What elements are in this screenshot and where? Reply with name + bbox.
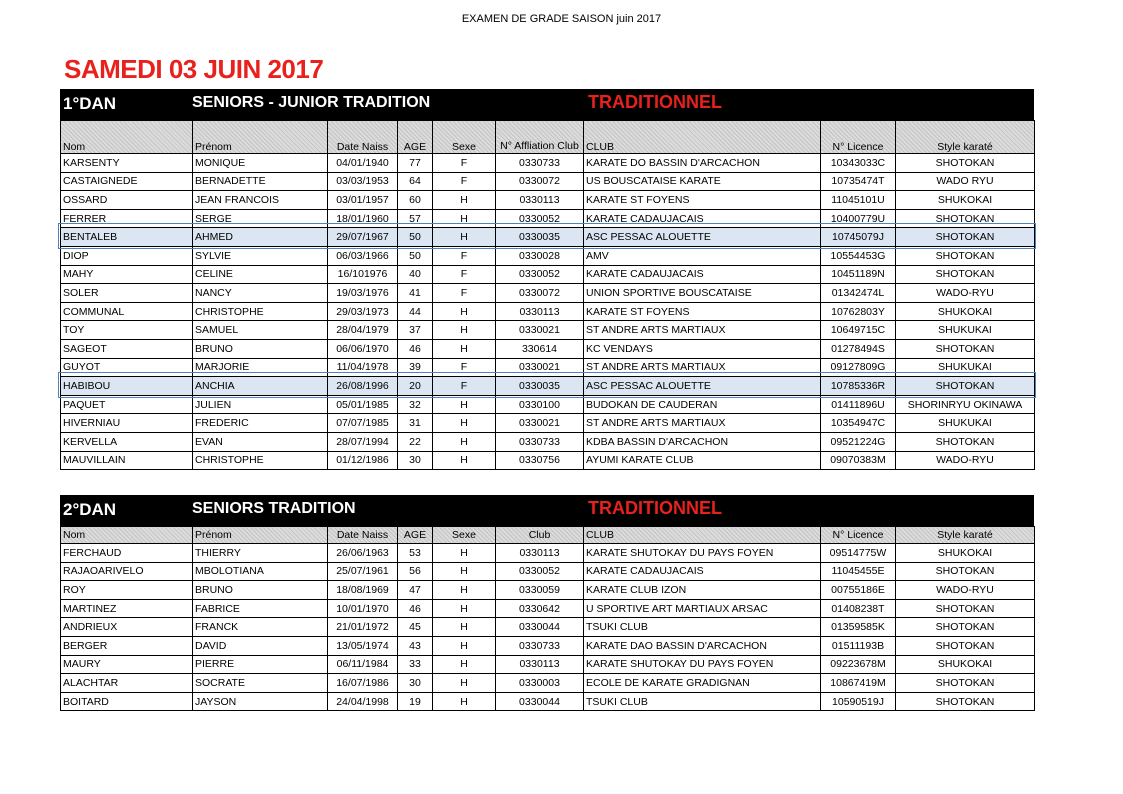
cell-age: 56 (398, 562, 433, 581)
cell-club: AYUMI KARATE CLUB (584, 451, 821, 470)
cell-age: 22 (398, 432, 433, 451)
cell-club: ST ANDRE ARTS MARTIAUX (584, 414, 821, 433)
cell-prenom: BRUNO (193, 339, 328, 358)
cell-sexe: H (433, 414, 496, 433)
cell-club: KARATE DAO BASSIN D'ARCACHON (584, 636, 821, 655)
cell-prenom: MONIQUE (193, 154, 328, 173)
cell-style: SHUKOKAI (896, 544, 1035, 563)
cell-style: SHUKOKAI (896, 655, 1035, 674)
cell-nom: BOITARD (61, 692, 193, 711)
table-row (61, 339, 1035, 358)
cell-nom: MAUVILLAIN (61, 451, 193, 470)
cell-club: ECOLE DE KARATE GRADIGNAN (584, 674, 821, 693)
cell-club: KARATE SHUTOKAY DU PAYS FOYEN (584, 655, 821, 674)
cell-club-code: 0330059 (496, 581, 584, 600)
cell-club-code: 0330044 (496, 618, 584, 637)
cell-date-naiss: 28/07/1994 (328, 432, 398, 451)
cell-sexe: H (433, 618, 496, 637)
cell-sexe: F (433, 265, 496, 284)
cell-date-naiss: 26/06/1963 (328, 544, 398, 563)
cell-age: 53 (398, 544, 433, 563)
cell-club-code: 0330035 (496, 228, 584, 247)
cell-age: 57 (398, 209, 433, 228)
cell-club: US BOUSCATAISE KARATE (584, 172, 821, 191)
cell-date-naiss: 03/01/1957 (328, 191, 398, 210)
cell-sexe: F (433, 154, 496, 173)
cell-nom: FERRER (61, 209, 193, 228)
cell-licence: 10762803Y (821, 302, 896, 321)
cell-licence: 00755186E (821, 581, 896, 600)
table-row (61, 636, 1035, 655)
grade-label: 2°DAN (63, 500, 117, 519)
cell-club: KARATE DO BASSIN D'ARCACHON (584, 154, 821, 173)
cell-club: ASC PESSAC ALOUETTE (584, 228, 821, 247)
cell-nom: MARTINEZ (61, 599, 193, 618)
header-style: Style karaté (896, 527, 1035, 544)
cell-club: ASC PESSAC ALOUETTE (584, 377, 821, 396)
cell-style: SHUKUKAI (896, 321, 1035, 340)
cell-club-code: 0330021 (496, 321, 584, 340)
cell-prenom: MBOLOTIANA (193, 562, 328, 581)
cell-sexe: H (433, 544, 496, 563)
table-row (61, 228, 1035, 247)
cell-club-code: 0330021 (496, 358, 584, 377)
section-1-dan (60, 89, 1034, 470)
section-header (60, 89, 1034, 120)
cell-date-naiss: 06/03/1966 (328, 246, 398, 265)
cell-sexe: H (433, 692, 496, 711)
cell-style: SHOTOKAN (896, 246, 1035, 265)
cell-club-code: 0330113 (496, 544, 584, 563)
cell-age: 39 (398, 358, 433, 377)
cell-age: 64 (398, 172, 433, 191)
cell-prenom: CHRISTOPHE (193, 451, 328, 470)
cell-sexe: F (433, 172, 496, 191)
cell-club: KARATE SHUTOKAY DU PAYS FOYEN (584, 544, 821, 563)
document-title: EXAMEN DE GRADE SAISON juin 2017 (461, 13, 662, 25)
cell-club: KARATE ST FOYENS (584, 191, 821, 210)
cell-licence: 11045455E (821, 562, 896, 581)
type-label: TRADITIONNEL (588, 92, 722, 112)
table-row (61, 172, 1035, 191)
type-label: TRADITIONNEL (588, 498, 722, 518)
cell-prenom: JEAN FRANCOIS (193, 191, 328, 210)
cell-age: 30 (398, 674, 433, 693)
cell-licence: 10343033C (821, 154, 896, 173)
header-club-code: Club (496, 527, 584, 544)
cell-prenom: THIERRY (193, 544, 328, 563)
table-row (61, 674, 1035, 693)
cell-sexe: H (433, 339, 496, 358)
table-row (61, 191, 1035, 210)
cell-licence: 01408238T (821, 599, 896, 618)
table-row (61, 154, 1035, 173)
cell-club-code: 0330100 (496, 395, 584, 414)
header-club: CLUB (584, 527, 821, 544)
header-sexe: Sexe (433, 121, 496, 154)
cell-prenom: NANCY (193, 284, 328, 303)
cell-club: KARATE CLUB IZON (584, 581, 821, 600)
table-row (61, 414, 1035, 433)
cell-prenom: AHMED (193, 228, 328, 247)
cell-date-naiss: 04/01/1940 (328, 154, 398, 173)
cell-prenom: EVAN (193, 432, 328, 451)
cell-club-code: 0330113 (496, 655, 584, 674)
cell-club-code: 0330733 (496, 432, 584, 451)
cell-sexe: F (433, 284, 496, 303)
cell-nom: ALACHTAR (61, 674, 193, 693)
cell-nom: RAJAOARIVELO (61, 562, 193, 581)
cell-nom: DIOP (61, 246, 193, 265)
cell-licence: 10785336R (821, 377, 896, 396)
cell-date-naiss: 06/11/1984 (328, 655, 398, 674)
table-row (61, 358, 1035, 377)
cell-sexe: H (433, 599, 496, 618)
cell-style: SHUKOKAI (896, 191, 1035, 210)
cell-licence: 01511193B (821, 636, 896, 655)
cell-style: SHUKUKAI (896, 358, 1035, 377)
candidates-table (60, 526, 1035, 711)
header-age: AGE (398, 527, 433, 544)
cell-date-naiss: 01/12/1986 (328, 451, 398, 470)
cell-date-naiss: 10/01/1970 (328, 599, 398, 618)
table-row (61, 432, 1035, 451)
cell-sexe: F (433, 377, 496, 396)
header-date-naiss: Date Naiss (328, 527, 398, 544)
cell-nom: ANDRIEUX (61, 618, 193, 637)
cell-licence: 10590519J (821, 692, 896, 711)
table-row (61, 562, 1035, 581)
cell-sexe: F (433, 246, 496, 265)
cell-club-code: 0330052 (496, 562, 584, 581)
table-row (61, 209, 1035, 228)
cell-club: KDBA BASSIN D'ARCACHON (584, 432, 821, 451)
cell-age: 45 (398, 618, 433, 637)
cell-date-naiss: 25/07/1961 (328, 562, 398, 581)
cell-date-naiss: 26/08/1996 (328, 377, 398, 396)
cell-prenom: DAVID (193, 636, 328, 655)
cell-prenom: JULIEN (193, 395, 328, 414)
table-body (61, 544, 1035, 711)
header-style: Style karaté (896, 121, 1035, 154)
cell-nom: SOLER (61, 284, 193, 303)
cell-club: UNION SPORTIVE BOUSCATAISE (584, 284, 821, 303)
header-licence: N° Licence (821, 121, 896, 154)
cell-prenom: BRUNO (193, 581, 328, 600)
category-label: SENIORS TRADITION (192, 500, 356, 517)
cell-age: 40 (398, 265, 433, 284)
cell-licence: 11045101U (821, 191, 896, 210)
cell-licence: 10400779U (821, 209, 896, 228)
cell-prenom: CHRISTOPHE (193, 302, 328, 321)
cell-sexe: H (433, 321, 496, 340)
cell-age: 60 (398, 191, 433, 210)
table-row (61, 544, 1035, 563)
cell-club-code: 0330756 (496, 451, 584, 470)
cell-style: WADO-RYU (896, 451, 1035, 470)
cell-club-code: 0330733 (496, 154, 584, 173)
cell-club-code: 0330113 (496, 302, 584, 321)
exam-date-heading: SAMEDI 03 JUIN 2017 (64, 54, 324, 84)
header-prenom: Prénom (193, 527, 328, 544)
header-date-naiss: Date Naiss (328, 121, 398, 154)
cell-nom: KARSENTY (61, 154, 193, 173)
cell-style: WADO RYU (896, 172, 1035, 191)
table-row (61, 655, 1035, 674)
cell-licence: 01278494S (821, 339, 896, 358)
cell-club: KARATE CADAUJACAIS (584, 265, 821, 284)
cell-club-code: 0330021 (496, 414, 584, 433)
cell-club-code: 0330052 (496, 209, 584, 228)
cell-date-naiss: 29/03/1973 (328, 302, 398, 321)
table-header-row (61, 527, 1035, 544)
cell-club: KC VENDAYS (584, 339, 821, 358)
cell-style: WADO-RYU (896, 284, 1035, 303)
cell-nom: PAQUET (61, 395, 193, 414)
cell-nom: BERGER (61, 636, 193, 655)
cell-age: 50 (398, 228, 433, 247)
candidates-table (60, 120, 1035, 470)
cell-style: SHOTOKAN (896, 265, 1035, 284)
cell-date-naiss: 28/04/1979 (328, 321, 398, 340)
cell-age: 44 (398, 302, 433, 321)
cell-style: SHUKUKAI (896, 414, 1035, 433)
table-row (61, 395, 1035, 414)
header-club: CLUB (584, 121, 821, 154)
cell-prenom: FRANCK (193, 618, 328, 637)
cell-sexe: H (433, 581, 496, 600)
header-club-code: N° Affliation Club (496, 121, 584, 154)
cell-date-naiss: 16/101976 (328, 265, 398, 284)
cell-sexe: H (433, 191, 496, 210)
cell-club: ST ANDRE ARTS MARTIAUX (584, 358, 821, 377)
cell-prenom: SOCRATE (193, 674, 328, 693)
cell-club-code: 0330035 (496, 377, 584, 396)
cell-licence: 09070383M (821, 451, 896, 470)
header-prenom: Prénom (193, 121, 328, 154)
cell-style: SHOTOKAN (896, 692, 1035, 711)
grade-label: 1°DAN (63, 94, 117, 113)
cell-style: SHOTOKAN (896, 599, 1035, 618)
header-nom: Nom (61, 121, 193, 154)
table-row (61, 599, 1035, 618)
cell-date-naiss: 24/04/1998 (328, 692, 398, 711)
cell-licence: 10867419M (821, 674, 896, 693)
cell-sexe: H (433, 636, 496, 655)
cell-prenom: SAMUEL (193, 321, 328, 340)
cell-licence: 09127809G (821, 358, 896, 377)
cell-club: BUDOKAN DE CAUDERAN (584, 395, 821, 414)
cell-age: 33 (398, 655, 433, 674)
cell-licence: 09514775W (821, 544, 896, 563)
cell-sexe: H (433, 655, 496, 674)
cell-style: SHOTOKAN (896, 209, 1035, 228)
cell-date-naiss: 03/03/1953 (328, 172, 398, 191)
cell-nom: FERCHAUD (61, 544, 193, 563)
cell-club-code: 0330072 (496, 284, 584, 303)
cell-club-code: 0330072 (496, 172, 584, 191)
cell-prenom: FABRICE (193, 599, 328, 618)
cell-nom: KERVELLA (61, 432, 193, 451)
cell-date-naiss: 29/07/1967 (328, 228, 398, 247)
cell-prenom: SYLVIE (193, 246, 328, 265)
cell-prenom: SERGE (193, 209, 328, 228)
cell-club: U SPORTIVE ART MARTIAUX ARSAC (584, 599, 821, 618)
table-row (61, 265, 1035, 284)
cell-sexe: H (433, 395, 496, 414)
table-row (61, 581, 1035, 600)
cell-style: SHOTOKAN (896, 339, 1035, 358)
header-nom: Nom (61, 527, 193, 544)
cell-prenom: ANCHIA (193, 377, 328, 396)
cell-club: AMV (584, 246, 821, 265)
cell-style: SHOTOKAN (896, 432, 1035, 451)
cell-licence: 10735474T (821, 172, 896, 191)
cell-sexe: H (433, 674, 496, 693)
cell-date-naiss: 13/05/1974 (328, 636, 398, 655)
cell-nom: MAURY (61, 655, 193, 674)
cell-nom: SAGEOT (61, 339, 193, 358)
table-row (61, 692, 1035, 711)
section-header (60, 495, 1034, 526)
cell-date-naiss: 18/01/1960 (328, 209, 398, 228)
cell-nom: MAHY (61, 265, 193, 284)
cell-club: TSUKI CLUB (584, 692, 821, 711)
cell-date-naiss: 19/03/1976 (328, 284, 398, 303)
cell-age: 47 (398, 581, 433, 600)
cell-club-code: 0330028 (496, 246, 584, 265)
cell-age: 46 (398, 599, 433, 618)
cell-licence: 10354947C (821, 414, 896, 433)
cell-age: 20 (398, 377, 433, 396)
cell-nom: OSSARD (61, 191, 193, 210)
cell-style: SHOTOKAN (896, 618, 1035, 637)
cell-date-naiss: 11/04/1978 (328, 358, 398, 377)
header-age: AGE (398, 121, 433, 154)
cell-sexe: H (433, 432, 496, 451)
cell-age: 43 (398, 636, 433, 655)
cell-club: TSUKI CLUB (584, 618, 821, 637)
table-row (61, 246, 1035, 265)
cell-sexe: H (433, 302, 496, 321)
cell-club-code: 330614 (496, 339, 584, 358)
cell-sexe: H (433, 562, 496, 581)
cell-licence: 10745079J (821, 228, 896, 247)
table-header-row (61, 121, 1035, 154)
cell-club-code: 0330642 (496, 599, 584, 618)
cell-licence: 01342474L (821, 284, 896, 303)
cell-sexe: H (433, 228, 496, 247)
cell-licence: 09223678M (821, 655, 896, 674)
cell-nom: HABIBOU (61, 377, 193, 396)
cell-nom: TOY (61, 321, 193, 340)
cell-licence: 10649715C (821, 321, 896, 340)
cell-age: 31 (398, 414, 433, 433)
cell-style: SHUKOKAI (896, 302, 1035, 321)
cell-club: KARATE ST FOYENS (584, 302, 821, 321)
cell-club-code: 0330113 (496, 191, 584, 210)
cell-club-code: 0330044 (496, 692, 584, 711)
cell-club: KARATE CADAUJACAIS (584, 209, 821, 228)
table-row (61, 321, 1035, 340)
cell-nom: COMMUNAL (61, 302, 193, 321)
cell-date-naiss: 21/01/1972 (328, 618, 398, 637)
cell-age: 41 (398, 284, 433, 303)
cell-date-naiss: 05/01/1985 (328, 395, 398, 414)
cell-licence: 10554453G (821, 246, 896, 265)
cell-licence: 01359585K (821, 618, 896, 637)
cell-age: 19 (398, 692, 433, 711)
cell-club: KARATE CADAUJACAIS (584, 562, 821, 581)
cell-nom: CASTAIGNEDE (61, 172, 193, 191)
cell-sexe: H (433, 209, 496, 228)
table-row (61, 618, 1035, 637)
cell-date-naiss: 06/06/1970 (328, 339, 398, 358)
cell-nom: HIVERNIAU (61, 414, 193, 433)
cell-club: ST ANDRE ARTS MARTIAUX (584, 321, 821, 340)
cell-nom: GUYOT (61, 358, 193, 377)
table-body (61, 154, 1035, 470)
cell-prenom: FREDERIC (193, 414, 328, 433)
table-row (61, 284, 1035, 303)
cell-age: 37 (398, 321, 433, 340)
cell-style: SHORINRYU OKINAWA (896, 395, 1035, 414)
cell-date-naiss: 07/07/1985 (328, 414, 398, 433)
cell-prenom: PIERRE (193, 655, 328, 674)
cell-style: SHOTOKAN (896, 377, 1035, 396)
cell-age: 46 (398, 339, 433, 358)
cell-age: 50 (398, 246, 433, 265)
cell-licence: 01411896U (821, 395, 896, 414)
cell-club-code: 0330052 (496, 265, 584, 284)
table-row (61, 302, 1035, 321)
cell-style: SHOTOKAN (896, 636, 1035, 655)
cell-licence: 09521224G (821, 432, 896, 451)
cell-nom: ROY (61, 581, 193, 600)
table-row (61, 377, 1035, 396)
cell-style: SHOTOKAN (896, 562, 1035, 581)
cell-prenom: CELINE (193, 265, 328, 284)
cell-licence: 10451189N (821, 265, 896, 284)
header-licence: N° Licence (821, 527, 896, 544)
cell-sexe: F (433, 358, 496, 377)
cell-date-naiss: 18/08/1969 (328, 581, 398, 600)
cell-club-code: 0330003 (496, 674, 584, 693)
cell-age: 32 (398, 395, 433, 414)
cell-age: 30 (398, 451, 433, 470)
table-row (61, 451, 1035, 470)
section-2-dan (60, 495, 1034, 711)
cell-age: 77 (398, 154, 433, 173)
cell-prenom: JAYSON (193, 692, 328, 711)
category-label: SENIORS - JUNIOR TRADITION (192, 94, 431, 111)
cell-style: WADO-RYU (896, 581, 1035, 600)
header-sexe: Sexe (433, 527, 496, 544)
cell-nom: BENTALEB (61, 228, 193, 247)
cell-prenom: BERNADETTE (193, 172, 328, 191)
cell-prenom: MARJORIE (193, 358, 328, 377)
cell-style: SHOTOKAN (896, 154, 1035, 173)
cell-date-naiss: 16/07/1986 (328, 674, 398, 693)
cell-style: SHOTOKAN (896, 674, 1035, 693)
cell-club-code: 0330733 (496, 636, 584, 655)
cell-sexe: H (433, 451, 496, 470)
cell-style: SHOTOKAN (896, 228, 1035, 247)
